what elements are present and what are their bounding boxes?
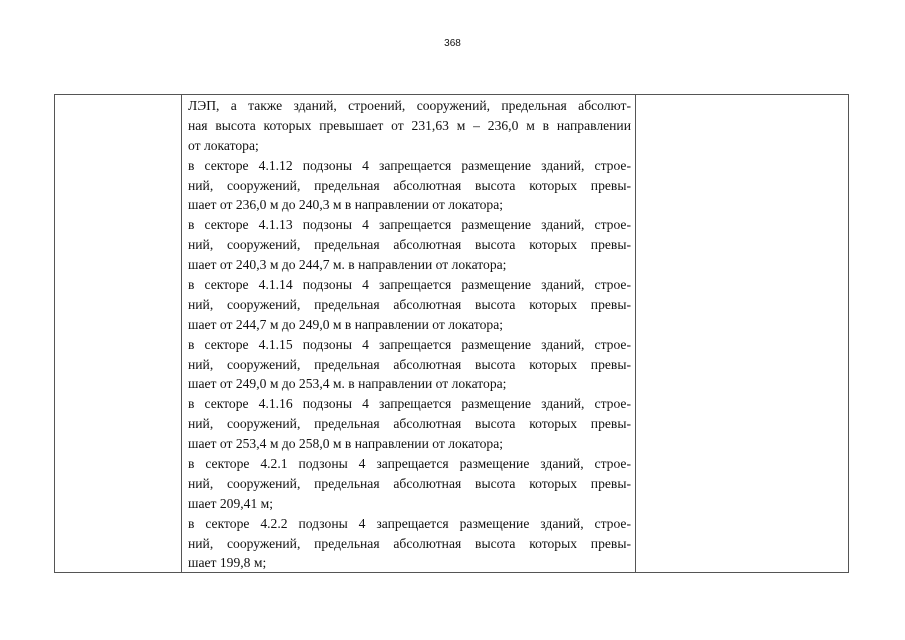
text-line: шает от 253,4 м до 258,0 м в направлении от локатора;: [188, 436, 504, 452]
text-line: ний, сооружений, предельная абсолютная высота которых превы-: [188, 356, 631, 372]
text-line: ЛЭП, а также зданий, строений, сооружений, предельная абсолют-: [188, 98, 631, 113]
text-line: ний, сооружений, предельная абсолютная высота которых превы-: [188, 535, 631, 551]
text-line: в секторе 4.1.13 подзоны 4 запрещается размещение зданий, строе-: [188, 217, 631, 233]
text-line: шает 209,41 м;: [188, 495, 274, 511]
text-line: в секторе 4.2.2 подзоны 4 запрещается размещение зданий, строе-: [188, 515, 631, 531]
table-cell-text: [182, 95, 636, 572]
text-line: ний, сооружений, предельная абсолютная высота которых превы-: [188, 237, 631, 253]
table-cell-right: [636, 95, 848, 572]
text-line: ний, сооружений, предельная абсолютная высота которых превы-: [188, 296, 631, 312]
text-line: шает от 249,0 м до 253,4 м. в направлении от локатора;: [188, 376, 507, 392]
page-number: 368: [444, 38, 461, 49]
text-line: в секторе 4.1.12 подзоны 4 запрещается размещение зданий, строе-: [188, 157, 631, 173]
text-line: ний, сооружений, предельная абсолютная высота которых превы-: [188, 416, 631, 432]
document-table: [54, 94, 849, 573]
text-line: шает от 240,3 м до 244,7 м. в направлении от локатора;: [188, 257, 507, 273]
text-line: шает 199,8 м;: [188, 555, 267, 571]
text-line: шает от 244,7 м до 249,0 м в направлении от локатора;: [188, 316, 504, 332]
text-line: шает от 236,0 м до 240,3 м в направлении от локатора;: [188, 197, 504, 213]
text-line: ний, сооружений, предельная абсолютная высота которых превы-: [188, 475, 631, 491]
text-line: от локатора;: [188, 137, 259, 153]
text-line: в секторе 4.1.15 подзоны 4 запрещается размещение зданий, строе-: [188, 336, 631, 352]
text-line: ная высота которых превышает от 231,63 м – 236,0 м в направлении: [188, 117, 631, 133]
text-line: в секторе 4.1.14 подзоны 4 запрещается размещение зданий, строе-: [188, 277, 631, 293]
text-line: в секторе 4.2.1 подзоны 4 запрещается размещение зданий, строе-: [188, 456, 631, 472]
table-cell-left: [55, 95, 182, 572]
text-line: в секторе 4.1.16 подзоны 4 запрещается размещение зданий, строе-: [188, 396, 631, 412]
text-line: ний, сооружений, предельная абсолютная высота которых превы-: [188, 177, 631, 193]
